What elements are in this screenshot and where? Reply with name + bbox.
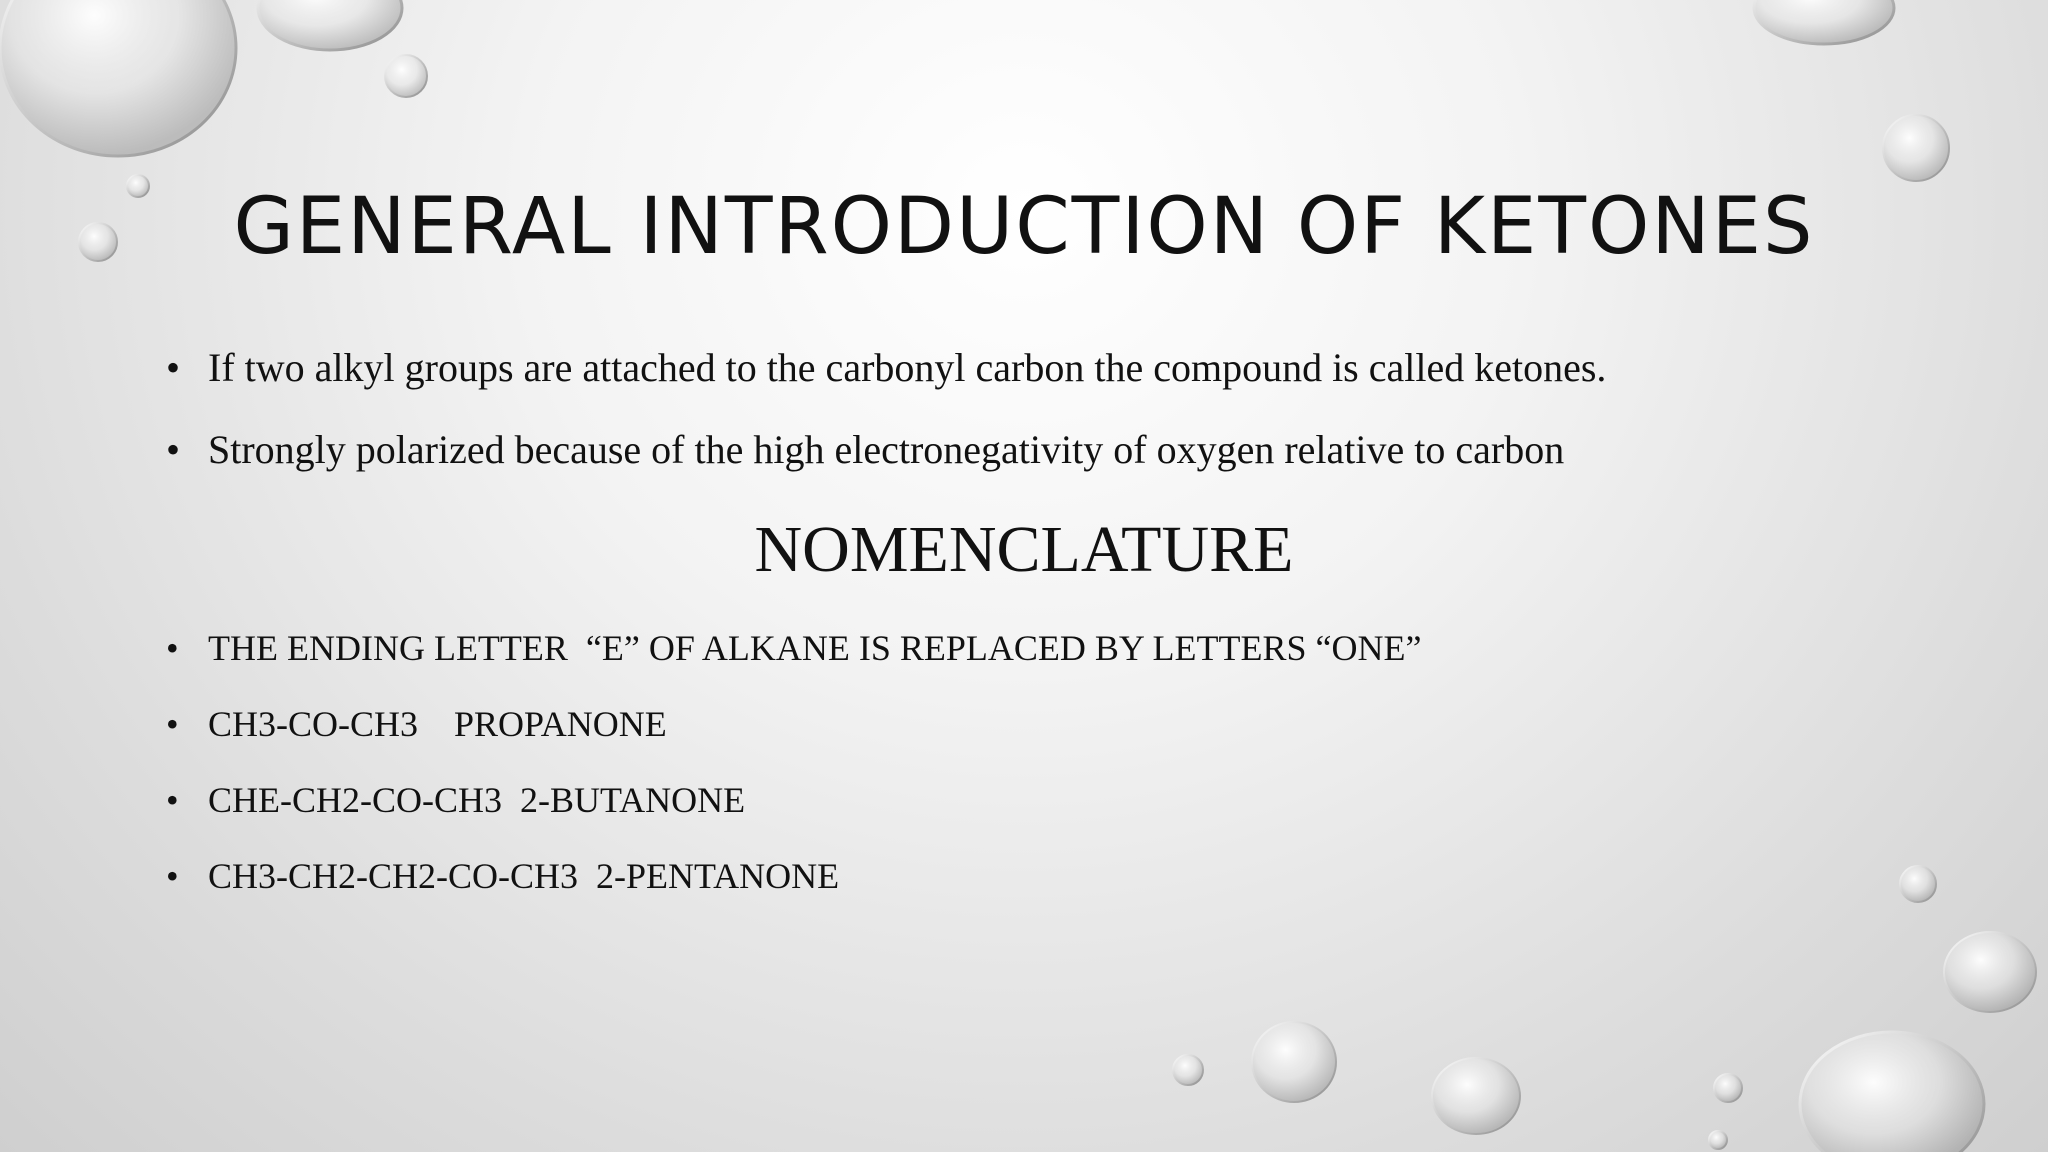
nomenclature-bullet: • CHE-CH2-CO-CH3 2-BUTANONE xyxy=(166,774,1422,850)
intro-bullet: • If two alkyl groups are attached to the carbonyl carbon the compound is called ketones. xyxy=(166,338,1606,420)
slide-title: GENERAL INTRODUCTION OF KETONES xyxy=(233,182,1815,272)
nomenclature-bullet-list xyxy=(166,622,1422,926)
intro-bullet: • Strongly polarized because of the high electronegativity of oxygen relative to carbon xyxy=(166,420,1606,502)
nomenclature-bullet: • CH3-CO-CH3 PROPANONE xyxy=(166,698,1422,774)
nomenclature-heading: NOMENCLATURE xyxy=(754,513,1294,586)
intro-bullet-list xyxy=(166,338,1606,502)
nomenclature-bullet: • CH3-CH2-CH2-CO-CH3 2-PENTANONE xyxy=(166,850,1422,926)
nomenclature-bullet: • THE ENDING LETTER “E” OF ALKANE IS REPLACED BY LETTERS “ONE” xyxy=(166,622,1422,698)
